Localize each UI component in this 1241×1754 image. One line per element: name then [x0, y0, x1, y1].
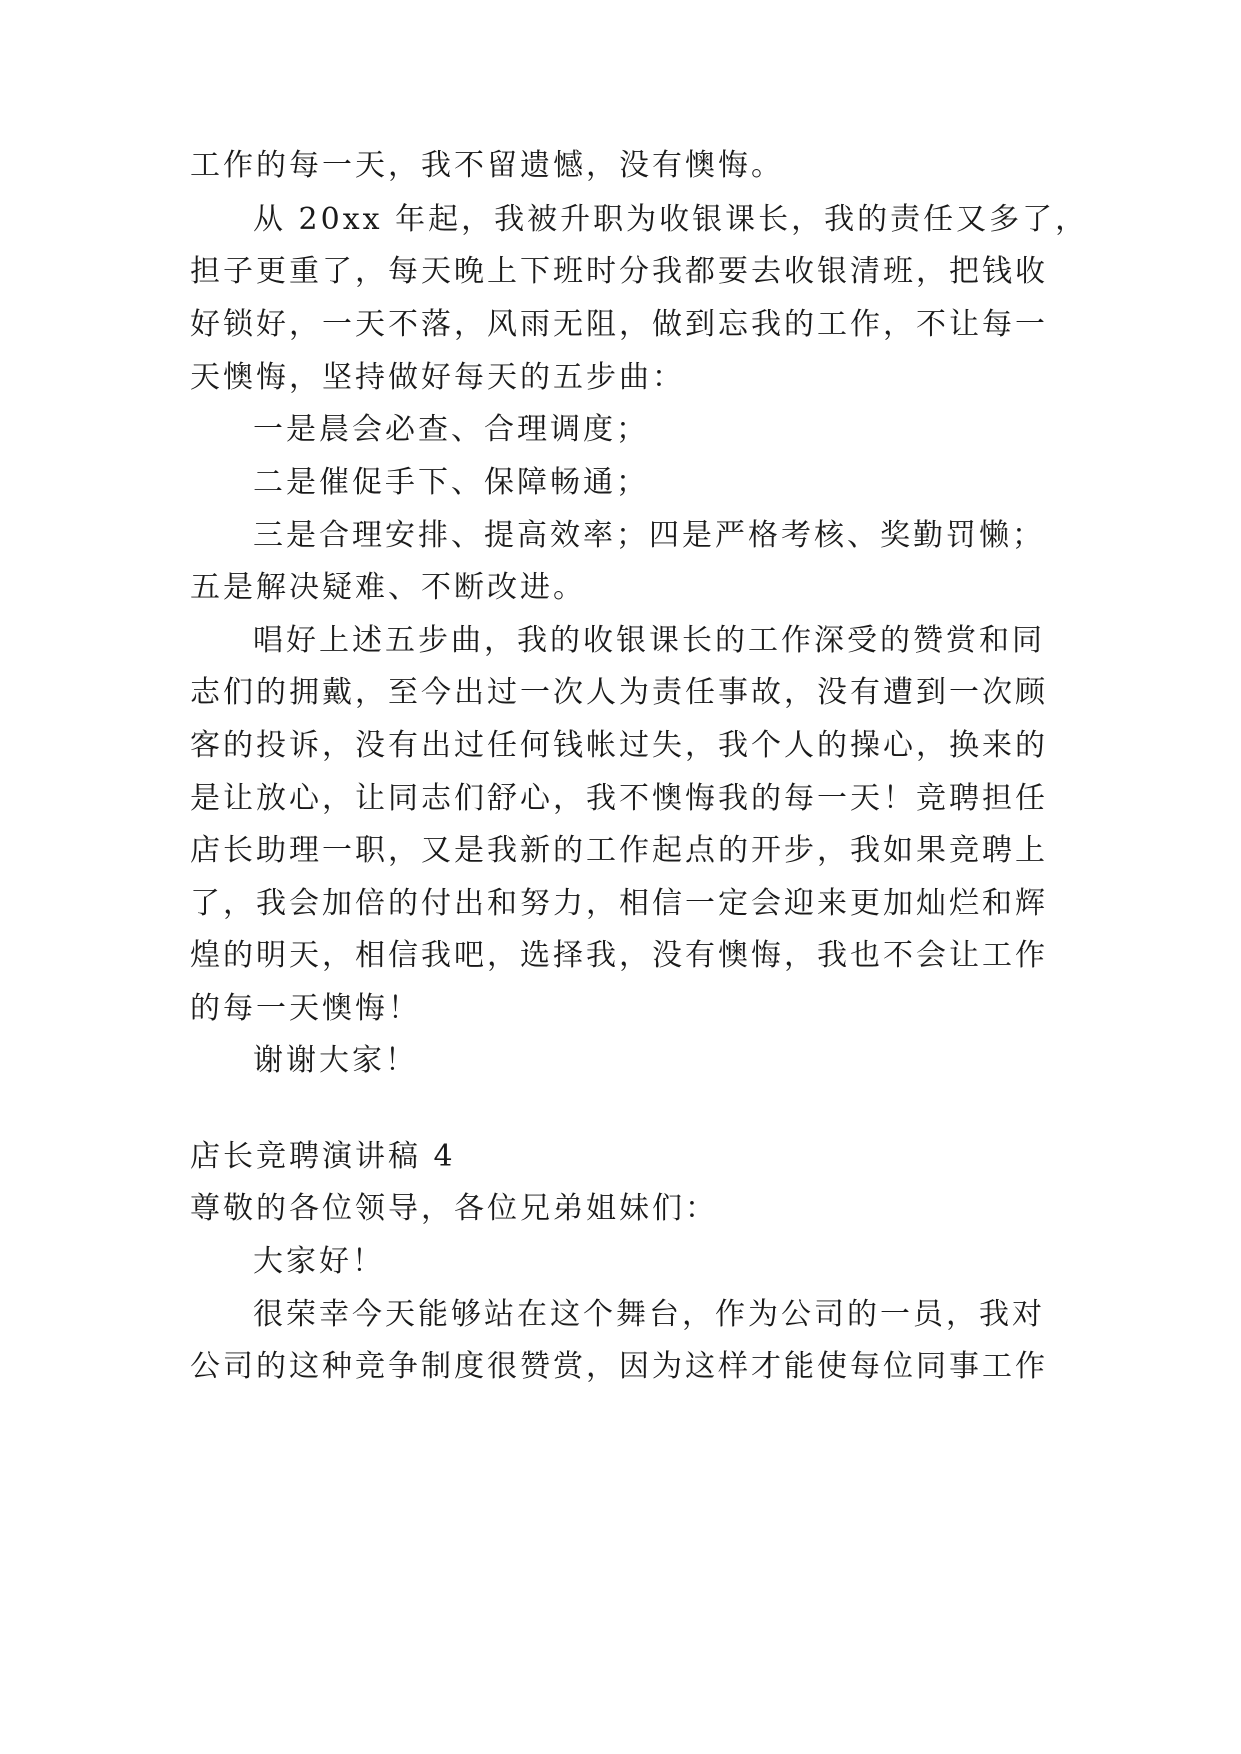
text-line: 煌的明天，相信我吧，选择我，没有懊悔，我也不会让工作	[190, 938, 1048, 973]
text-line: 很荣幸今天能够站在这个舞台，作为公司的一员，我对	[253, 1297, 1045, 1332]
text-line: 从 20xx 年起，我被升职为收银课长，我的责任又多了，	[253, 202, 1089, 237]
text-line: 志们的拥戴，至今出过一次人为责任事故，没有遭到一次顾	[190, 675, 1048, 710]
text-line: 工作的每一天，我不留遗憾，没有懊悔。	[190, 148, 784, 183]
text-line: 客的投诉，没有出过任何钱帐过失，我个人的操心，换来的	[190, 728, 1048, 763]
text-line: 的每一天懊悔！	[190, 991, 421, 1026]
text-line: 天懊悔，坚持做好每天的五步曲：	[190, 360, 685, 395]
salutation: 尊敬的各位领导，各位兄弟姐妹们：	[190, 1191, 718, 1226]
text-line: 了，我会加倍的付出和努力，相信一定会迎来更加灿烂和辉	[190, 886, 1048, 921]
text-line: 唱好上述五步曲，我的收银课长的工作深受的赞赏和同	[253, 623, 1045, 658]
text-line: 是让放心，让同志们舒心，我不懊悔我的每一天！竞聘担任	[190, 781, 1048, 816]
list-item: 五是解决疑难、不断改进。	[190, 570, 586, 605]
closing-line: 谢谢大家！	[253, 1043, 418, 1078]
text-line: 店长助理一职，又是我新的工作起点的开步，我如果竞聘上	[190, 833, 1048, 868]
section-heading: 店长竞聘演讲稿 4	[190, 1139, 456, 1174]
list-item: 三是合理安排、提高效率；四是严格考核、奖勤罚懒；	[253, 518, 1045, 553]
list-item: 二是催促手下、保障畅通；	[253, 465, 649, 500]
text-line: 担子更重了，每天晚上下班时分我都要去收银清班，把钱收	[190, 254, 1048, 289]
text-line: 好锁好，一天不落，风雨无阻，做到忘我的工作，不让每一	[190, 307, 1048, 342]
greeting: 大家好！	[253, 1244, 385, 1279]
text-line: 公司的这种竞争制度很赞赏，因为这样才能使每位同事工作	[190, 1349, 1048, 1384]
list-item: 一是晨会必查、合理调度；	[253, 412, 649, 447]
